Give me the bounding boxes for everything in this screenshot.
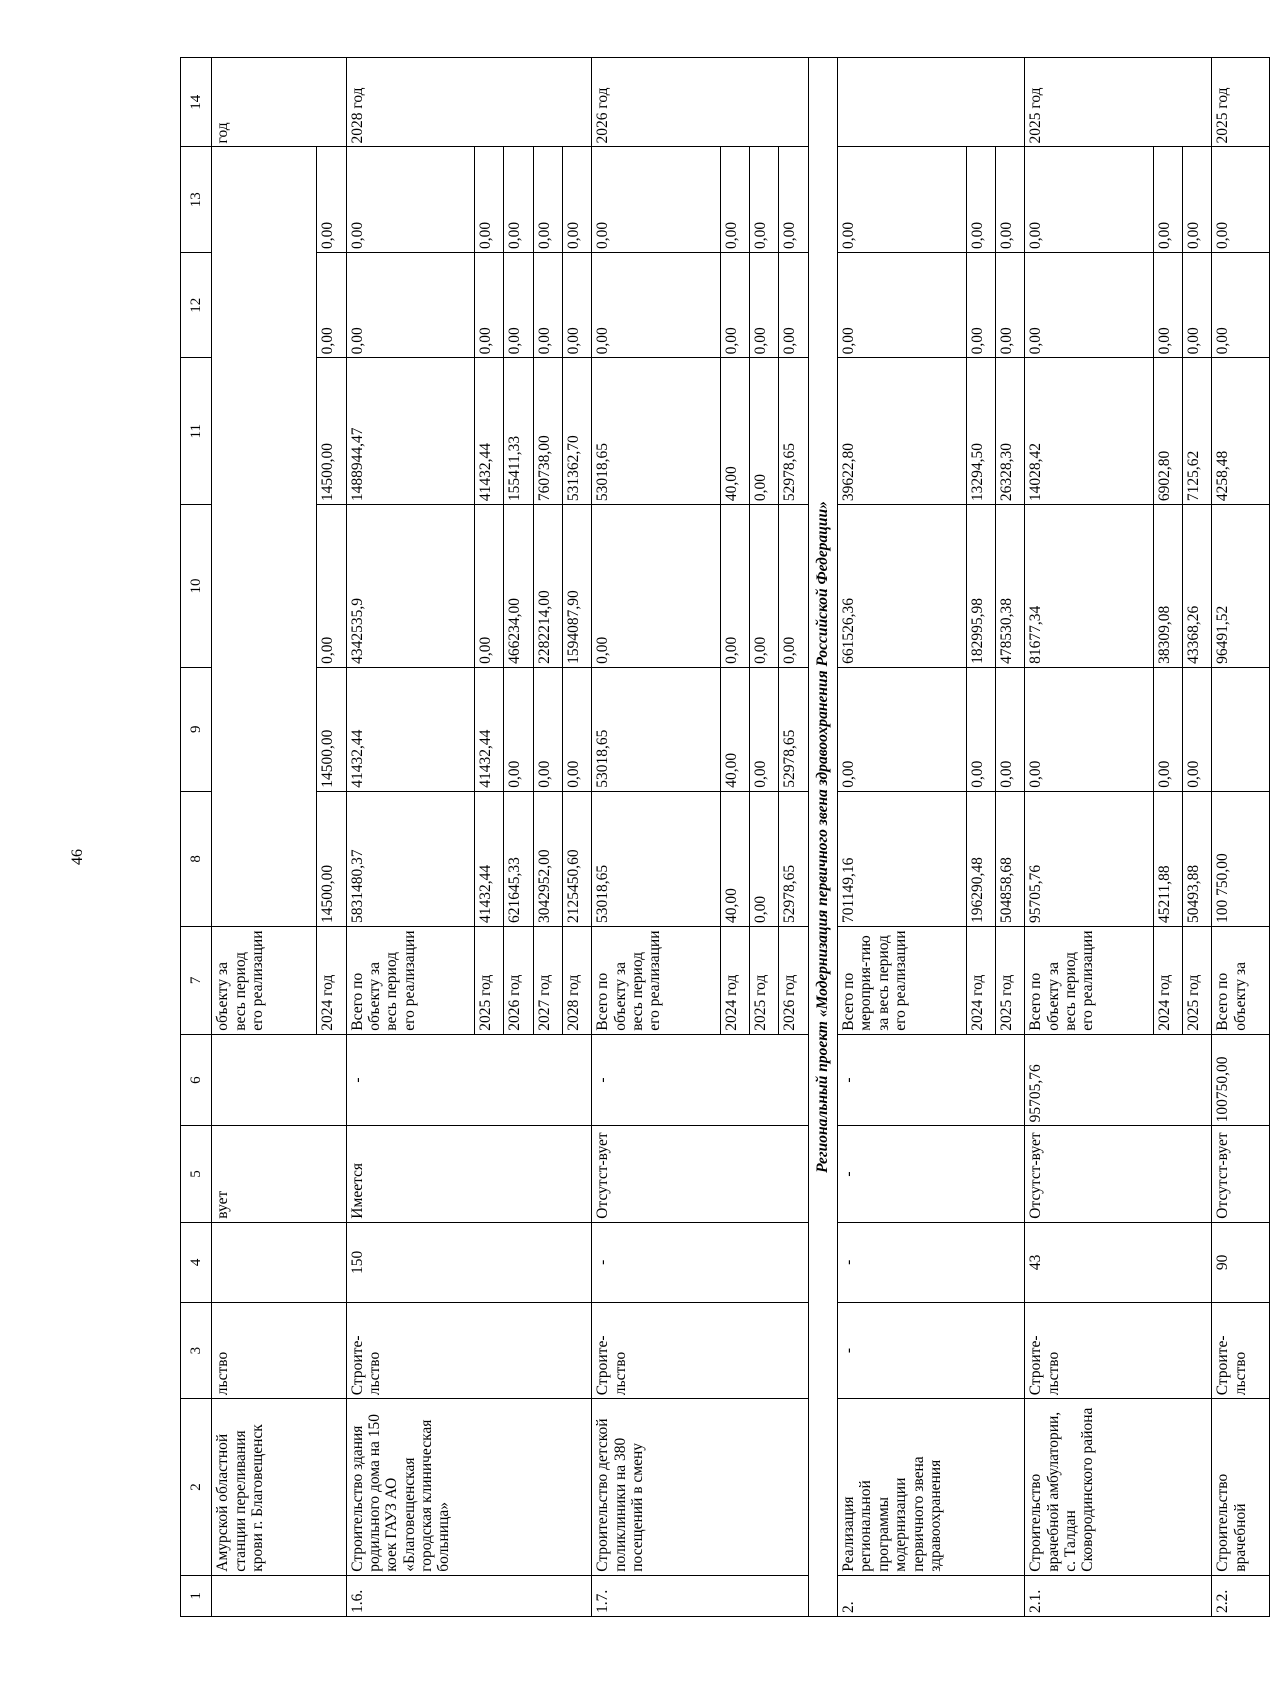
cell-federal: 41432,44 [346, 667, 474, 791]
capacity: 90 [1212, 1222, 1270, 1302]
design-status: вует [212, 1126, 346, 1222]
cell-total: 53018,65 [592, 791, 720, 926]
cell-total: 14500,00 [317, 791, 346, 926]
cell-other: 0,00 [1212, 252, 1270, 357]
table-row [592, 58, 720, 1617]
capacity [212, 1222, 346, 1302]
cell-total: 0,00 [750, 791, 779, 926]
cell-local: 26328,30 [995, 358, 1024, 505]
cell-other: 0,00 [346, 252, 474, 357]
cell-regional: 661526,36 [838, 505, 966, 668]
table-row [838, 58, 966, 1617]
cell-federal: 0,00 [533, 667, 562, 791]
cell-federal: 52978,65 [779, 667, 808, 791]
cell-total: 504858,68 [995, 791, 1024, 926]
cell-federal: 0,00 [563, 667, 592, 791]
cell-other: 0,00 [475, 252, 504, 357]
cell-federal: 0,00 [966, 667, 995, 791]
cell-federal: 0,00 [838, 667, 966, 791]
completion-year: 2026 год [592, 58, 808, 148]
row-number: 1.6. [346, 1575, 592, 1616]
cell-extra: 0,00 [966, 147, 995, 252]
capacity: - [592, 1222, 808, 1302]
cell-federal: 0,00 [504, 667, 533, 791]
cell-extra: 0,00 [995, 147, 1024, 252]
cell-extra: 0,00 [533, 147, 562, 252]
cell-other: 0,00 [720, 252, 749, 357]
design-status: Отсутст-вует [1025, 1126, 1212, 1222]
cell-federal: 41432,44 [475, 667, 504, 791]
object-name: Амурской областной станции переливания крови г. Благовещенск [212, 1399, 346, 1576]
cell-other: 0,00 [966, 252, 995, 357]
design-status: Имеется [346, 1126, 592, 1222]
object-name: Строительство здания родильного дома на 150 коек ГАУЗ АО «Благовещенская городская клиническая больница» [346, 1399, 592, 1576]
cell-total: 196290,48 [966, 791, 995, 926]
cell-federal: 14500,00 [317, 667, 346, 791]
cell-federal: 0,00 [1153, 667, 1182, 791]
cell-regional: 0,00 [779, 505, 808, 668]
cell-total: 2125450,60 [563, 791, 592, 926]
column-header: 12 [181, 252, 212, 357]
table-row [1212, 58, 1270, 1617]
cell-extra: 0,00 [1153, 147, 1182, 252]
cell-extra: 0,00 [592, 147, 720, 252]
cell-local: 760738,00 [533, 358, 562, 505]
cell-other: 0,00 [1153, 252, 1182, 357]
cell-regional: 38309,08 [1153, 505, 1182, 668]
cell-extra: 0,00 [1182, 147, 1211, 252]
cell-total: 50493,88 [1182, 791, 1211, 926]
design-status: - [838, 1126, 1025, 1222]
cell-regional: 0,00 [475, 505, 504, 668]
year-label: 2024 год [966, 926, 995, 1034]
completion-year: 2025 год [1025, 58, 1212, 148]
cell-local: 6902,80 [1153, 358, 1182, 505]
cell-local: 155411,33 [504, 358, 533, 505]
cell-other: 0,00 [779, 252, 808, 357]
estimated-cost: 100750,00 [1212, 1034, 1270, 1126]
cell-total: 45211,88 [1153, 791, 1182, 926]
empty-cells [212, 147, 317, 926]
period-label: Всего по объекту за весь период его реализации [346, 926, 474, 1034]
cell-local: 531362,70 [563, 358, 592, 505]
cell-total: 701149,16 [838, 791, 966, 926]
column-header: 4 [181, 1222, 212, 1302]
completion-year: год [212, 58, 346, 148]
page-number: 46 [69, 849, 86, 865]
column-header: 6 [181, 1034, 212, 1126]
cell-other: 0,00 [504, 252, 533, 357]
period-label: Всего по мероприя-тию за весь период его реализации [838, 926, 966, 1034]
row-number: 2.2. [1212, 1575, 1270, 1616]
cell-local: 0,00 [750, 358, 779, 505]
period-label: Всего по объекту за весь период его реализации [592, 926, 720, 1034]
cell-extra: 0,00 [750, 147, 779, 252]
period-label: Всего по объекту за весь период его реализации [1025, 926, 1153, 1034]
cell-local: 4258,48 [1212, 358, 1270, 505]
completion-year: 2025 год [1212, 58, 1270, 148]
cell-other: 0,00 [592, 252, 720, 357]
row-number: 2. [838, 1575, 1025, 1616]
year-label: 2028 год [563, 926, 592, 1034]
row-number: 2.1. [1025, 1575, 1212, 1616]
year-label: 2024 год [720, 926, 749, 1034]
column-header: 10 [181, 505, 212, 668]
cell-local: 53018,65 [592, 358, 720, 505]
column-header: 9 [181, 667, 212, 791]
cell-local: 1488944,47 [346, 358, 474, 505]
capacity: - [838, 1222, 1025, 1302]
estimated-cost: 95705,76 [1025, 1034, 1212, 1126]
object-name: Строительство детской поликлиники на 380 посещений в смену [592, 1399, 808, 1576]
cell-extra: 0,00 [779, 147, 808, 252]
capacity: 43 [1025, 1222, 1212, 1302]
cell-other: 0,00 [533, 252, 562, 357]
year-label: 2024 год [317, 926, 346, 1034]
cell-total: 100 750,00 [1212, 791, 1270, 926]
cell-other: 0,00 [838, 252, 966, 357]
cell-regional: 43368,26 [1182, 505, 1211, 668]
cell-total: 5831480,37 [346, 791, 474, 926]
work-type: льство [212, 1302, 346, 1398]
cell-total: 621645,33 [504, 791, 533, 926]
year-label: 2025 год [995, 926, 1024, 1034]
cell-local: 7125,62 [1182, 358, 1211, 505]
table-row [212, 58, 317, 1617]
cell-extra: 0,00 [317, 147, 346, 252]
design-status: Отсутст-вует [592, 1126, 808, 1222]
cell-federal: 53018,65 [592, 667, 720, 791]
cell-regional: 0,00 [592, 505, 720, 668]
financing-table [180, 57, 1270, 1617]
cell-federal: 0,00 [995, 667, 1024, 791]
estimated-cost: - [592, 1034, 808, 1126]
cell-total: 3042952,00 [533, 791, 562, 926]
cell-other: 0,00 [563, 252, 592, 357]
cell-regional: 4342535,9 [346, 505, 474, 668]
work-type: Строите-льство [592, 1302, 808, 1398]
cell-extra: 0,00 [475, 147, 504, 252]
cell-federal [1212, 667, 1270, 791]
cell-other: 0,00 [1025, 252, 1153, 357]
cell-extra: 0,00 [720, 147, 749, 252]
section-title: Региональный проект «Модернизация первичного звена здравоохранения Российской Федерации» [808, 58, 837, 1617]
cell-total: 52978,65 [779, 791, 808, 926]
cell-federal: 0,00 [1025, 667, 1153, 791]
cell-local: 13294,50 [966, 358, 995, 505]
work-type: Строите-льство [1025, 1302, 1212, 1398]
year-label: 2025 год [475, 926, 504, 1034]
work-type: - [838, 1302, 1025, 1398]
cell-extra: 0,00 [1212, 147, 1270, 252]
table-row [1025, 58, 1153, 1617]
cell-total: 41432,44 [475, 791, 504, 926]
cell-extra: 0,00 [1025, 147, 1153, 252]
cell-regional: 96491,52 [1212, 505, 1270, 668]
year-label: 2027 год [533, 926, 562, 1034]
period-label: Всего по объекту за [1212, 926, 1270, 1034]
table-row [346, 58, 474, 1617]
section-row [808, 58, 837, 1617]
cell-extra: 0,00 [346, 147, 474, 252]
object-name: Строительство врачебной [1212, 1399, 1270, 1576]
cell-extra: 0,00 [838, 147, 966, 252]
capacity: 150 [346, 1222, 592, 1302]
year-label: 2025 год [750, 926, 779, 1034]
cell-other: 0,00 [995, 252, 1024, 357]
row-number: 1.7. [592, 1575, 808, 1616]
cell-regional: 81677,34 [1025, 505, 1153, 668]
cell-extra: 0,00 [504, 147, 533, 252]
cell-local: 40,00 [720, 358, 749, 505]
object-name: Реализация региональной программы модернизации первичного звена здравоохранения [838, 1399, 1025, 1576]
cell-regional: 0,00 [720, 505, 749, 668]
column-header: 11 [181, 358, 212, 505]
cell-regional: 1594087,90 [563, 505, 592, 668]
column-header: 5 [181, 1126, 212, 1222]
cell-total: 95705,76 [1025, 791, 1153, 926]
column-header: 1 [181, 1575, 212, 1616]
cell-regional: 466234,00 [504, 505, 533, 668]
cell-total: 40,00 [720, 791, 749, 926]
cell-federal: 0,00 [750, 667, 779, 791]
cell-regional: 0,00 [750, 505, 779, 668]
completion-year [838, 58, 1025, 148]
estimated-cost [212, 1034, 346, 1126]
year-label: 2026 год [504, 926, 533, 1034]
column-header: 14 [181, 58, 212, 148]
design-status: Отсутст-вует [1212, 1126, 1270, 1222]
estimated-cost: - [838, 1034, 1025, 1126]
cell-federal: 40,00 [720, 667, 749, 791]
column-header: 8 [181, 791, 212, 926]
cell-other: 0,00 [750, 252, 779, 357]
cell-regional: 2282214,00 [533, 505, 562, 668]
column-header: 7 [181, 926, 212, 1034]
cell-other: 0,00 [317, 252, 346, 357]
work-type: Строите-льство [346, 1302, 592, 1398]
cell-extra: 0,00 [563, 147, 592, 252]
column-header: 3 [181, 1302, 212, 1398]
cell-local: 14028,42 [1025, 358, 1153, 505]
estimated-cost: - [346, 1034, 592, 1126]
completion-year: 2028 год [346, 58, 592, 148]
period-label: объекту за весь период его реализации [212, 926, 317, 1034]
rotated-table-area [180, 57, 1270, 1617]
object-name: Строительство врачебной амбулатории, с. Талдан Сковородинского района [1025, 1399, 1212, 1576]
cell-regional: 182995,98 [966, 505, 995, 668]
year-label: 2025 год [1182, 926, 1211, 1034]
cell-other: 0,00 [1182, 252, 1211, 357]
cell-regional: 478530,38 [995, 505, 1024, 668]
work-type: Строите-льство [1212, 1302, 1270, 1398]
cell-local: 39622,80 [838, 358, 966, 505]
cell-regional: 0,00 [317, 505, 346, 668]
cell-federal: 0,00 [1182, 667, 1211, 791]
year-label: 2024 год [1153, 926, 1182, 1034]
year-label: 2026 год [779, 926, 808, 1034]
cell-local: 41432,44 [475, 358, 504, 505]
column-header: 2 [181, 1399, 212, 1576]
column-header: 13 [181, 147, 212, 252]
cell-local: 14500,00 [317, 358, 346, 505]
row-number [212, 1575, 346, 1616]
column-number-row [181, 58, 212, 1617]
cell-local: 52978,65 [779, 358, 808, 505]
